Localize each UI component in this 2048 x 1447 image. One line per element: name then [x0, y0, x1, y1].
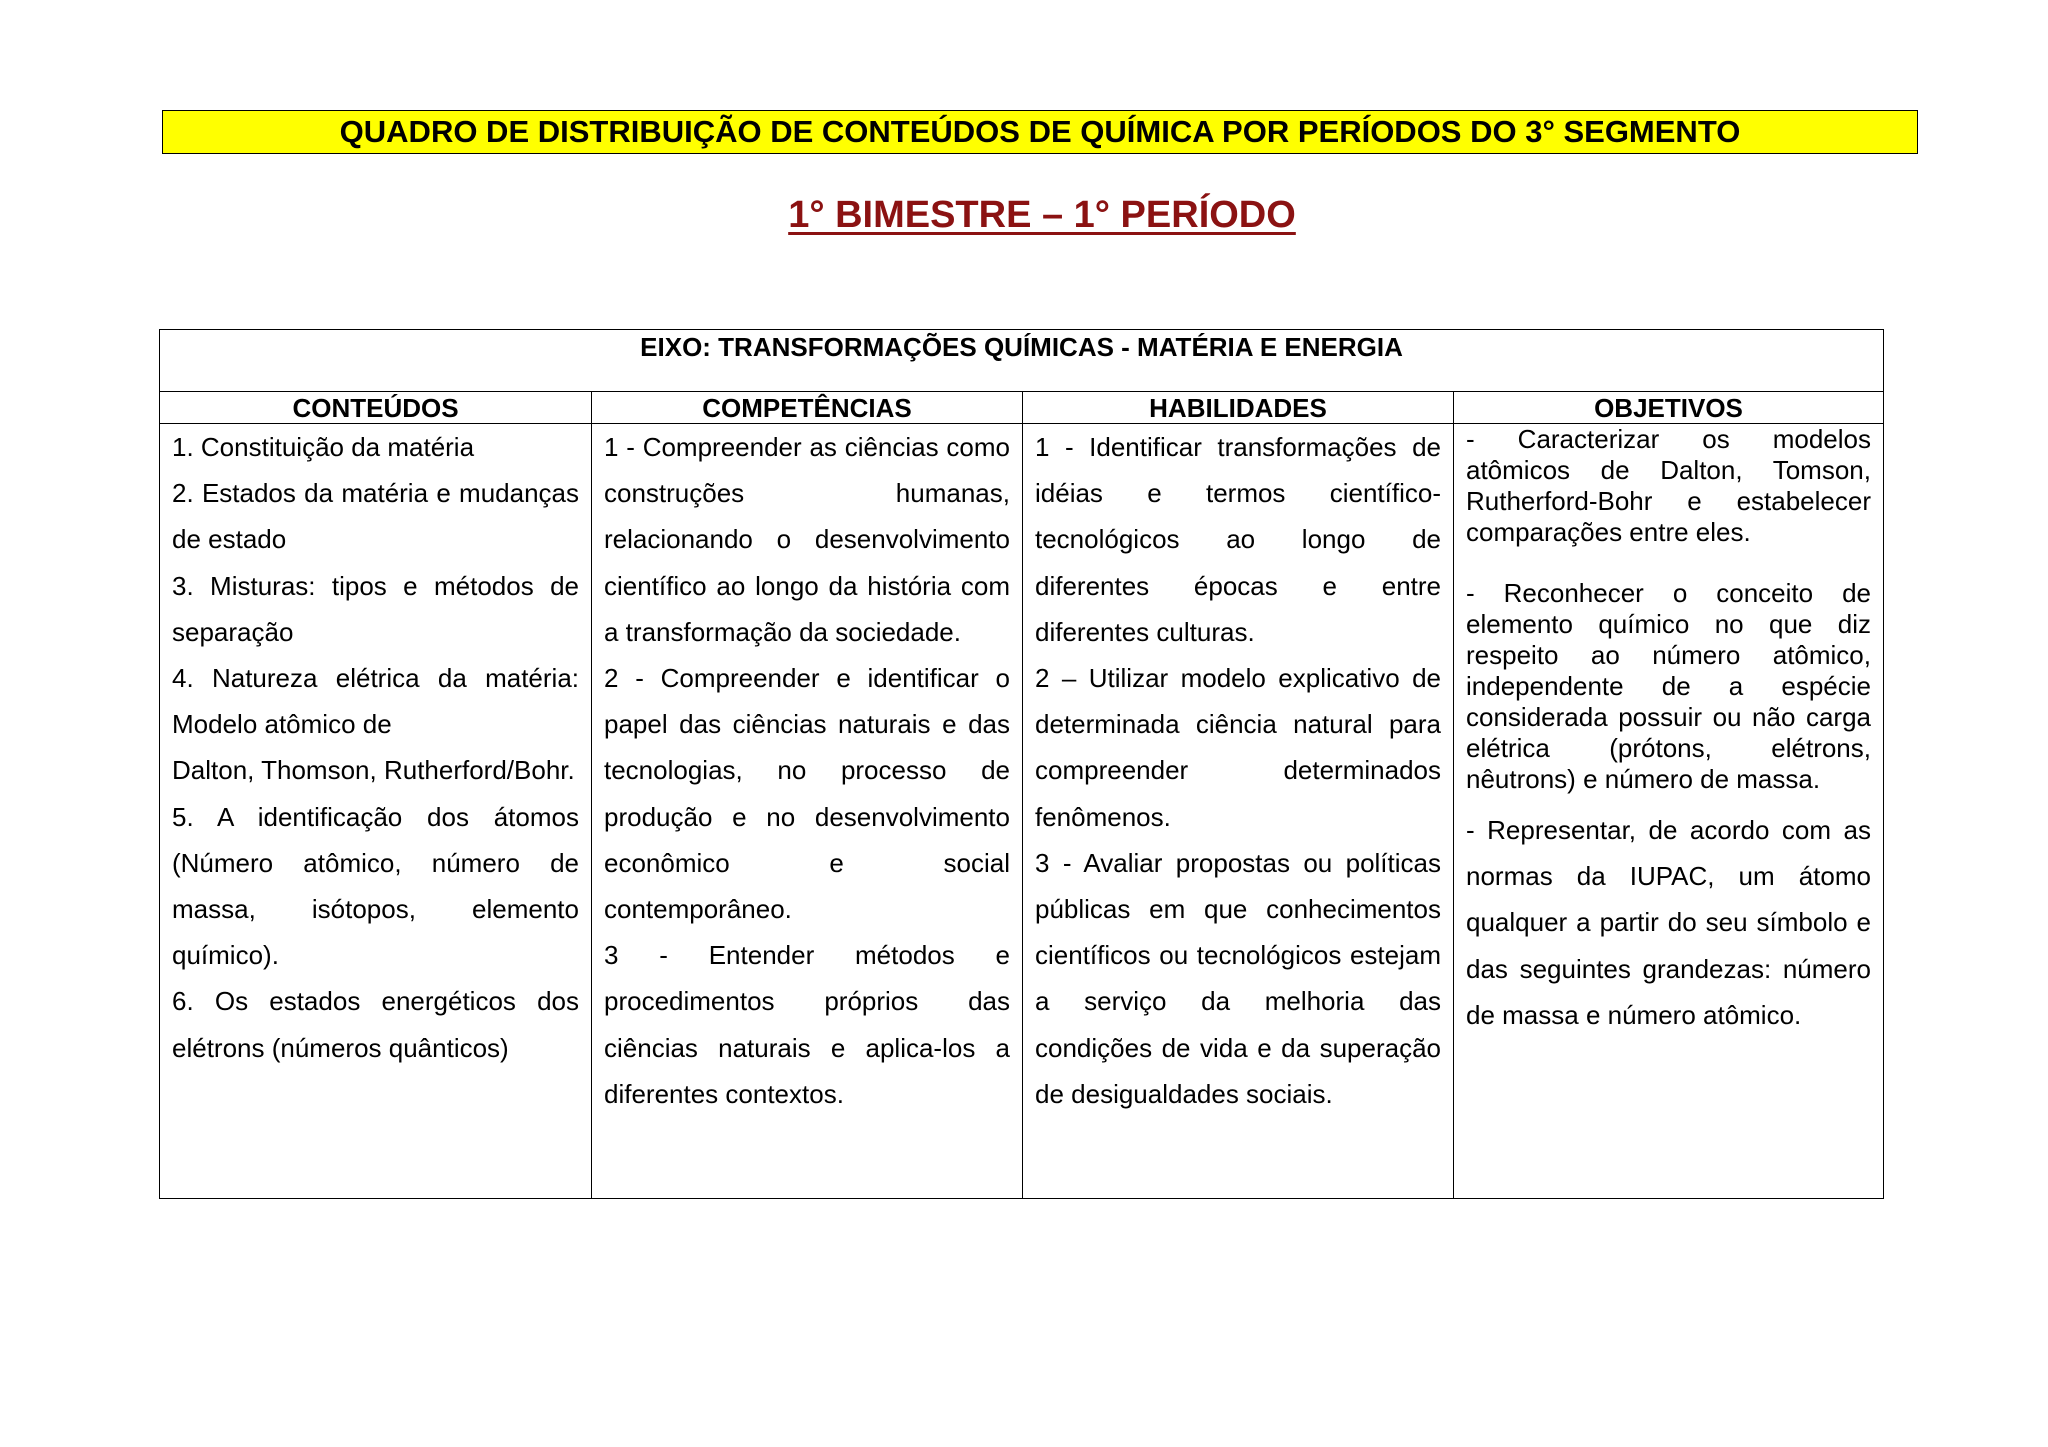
column-conteudos	[160, 392, 591, 1198]
column-competencias	[591, 392, 1022, 1198]
column-header-habilidades: HABILIDADES	[1023, 392, 1453, 424]
document-title: QUADRO DE DISTRIBUIÇÃO DE CONTEÚDOS DE QUÍMICA POR PERÍODOS DO 3° SEGMENTO	[162, 110, 1918, 154]
list-item: 6. Os estados energéticos dos elétrons (números quânticos)	[172, 986, 579, 1063]
list-item: - Representar, de acordo com as normas da IUPAC, um átomo qualquer a partir do seu símbolo e das seguintes grandezas: número de massa e número atômico.	[1466, 815, 1871, 1030]
list-item: 3 - Avaliar propostas ou políticas públicas em que conhecimentos científicos ou tecnológicos estejam a serviço da melhoria das condições de vida e da superação de desigualdades sociais.	[1035, 847, 1441, 1109]
list-item: 3 - Entender métodos e procedimentos próprios das ciências naturais e aplica-los a diferentes contextos.	[604, 940, 1010, 1109]
list-item: - Caracterizar os modelos atômicos de Dalton, Tomson, Rutherford-Bohr e estabelecer comparações entre eles.	[1466, 424, 1871, 547]
list-item: 2. Estados da matéria e mudanças de estado	[172, 478, 579, 555]
conteudos-list	[160, 424, 591, 1071]
list-item: 1 - Identificar transformações de idéias e termos científico-tecnológicos ao longo de diferentes épocas e entre diferentes culturas.	[1035, 432, 1441, 647]
list-item: 2 - Compreender e identificar o papel das ciências naturais e das tecnologias, no processo de produção e no desenvolvimento econômico e social contemporâneo.	[604, 663, 1010, 925]
list-item: - Reconhecer o conceito de elemento químico no que diz respeito ao número atômico, independente de a espécie considerada possuir ou não carga elétrica (prótons, elétrons, nêutrons) e número de massa.	[1466, 578, 1871, 794]
column-header-competencias: COMPETÊNCIAS	[592, 392, 1022, 424]
list-item: 2 – Utilizar modelo explicativo de determinada ciência natural para compreender determinados fenômenos.	[1035, 663, 1441, 832]
column-habilidades	[1022, 392, 1453, 1198]
column-header-conteudos: CONTEÚDOS	[160, 392, 591, 424]
list-item: 1 - Compreender as ciências como construções humanas, relacionando o desenvolvimento científico ao longo da história com a transformação da sociedade.	[604, 432, 1010, 647]
list-item: Dalton, Thomson, Rutherford/Bohr.	[172, 755, 575, 786]
objetivos-list	[1454, 424, 1883, 1038]
competencias-list	[592, 424, 1022, 1117]
column-objetivos	[1453, 392, 1883, 1198]
column-header-objetivos: OBJETIVOS	[1454, 392, 1883, 424]
list-item: 3. Misturas: tipos e métodos de separação	[172, 570, 579, 647]
habilidades-list	[1023, 424, 1453, 1117]
content-table	[159, 329, 1884, 1199]
period-title: 1° BIMESTRE – 1° PERÍODO	[788, 194, 1296, 236]
list-item: 5. A identificação dos átomos (Número atômico, número de massa, isótopos, elemento químico).	[172, 801, 579, 971]
list-item: 4. Natureza elétrica da matéria: Modelo atômico de	[172, 663, 579, 740]
axis-title: EIXO: TRANSFORMAÇÕES QUÍMICAS - MATÉRIA E ENERGIA	[160, 330, 1883, 392]
list-item: 1. Constituição da matéria	[172, 432, 475, 462]
